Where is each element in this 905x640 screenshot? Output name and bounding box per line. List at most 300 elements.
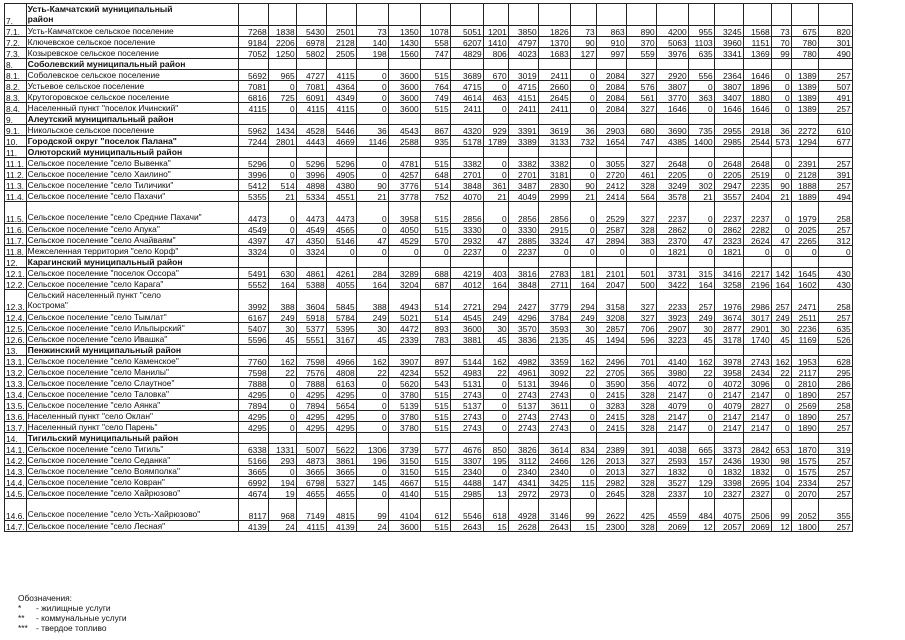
table-cell: 5355 xyxy=(238,191,268,202)
row-name-line: Сельское поселение "село Аянка" xyxy=(27,400,161,410)
table-cell: 355 xyxy=(818,499,852,521)
table-cell: 0 xyxy=(356,488,388,499)
table-cell: 3861 xyxy=(326,455,356,466)
row-name-line: Усть-Камчатское сельское поселение xyxy=(27,26,174,36)
table-cell: 2544 xyxy=(743,136,771,147)
table-cell: 4614 xyxy=(450,92,483,103)
table-cell: 1575 xyxy=(791,466,818,477)
row-name-line: Населенный пункт "село Оклан" xyxy=(27,411,153,421)
table-cell: 968 xyxy=(268,499,296,521)
table-cell: 1103 xyxy=(688,37,714,48)
table-cell: 2389 xyxy=(596,444,626,455)
table-cell: 543 xyxy=(420,378,450,389)
row-name xyxy=(26,345,238,356)
table-cell: 142 xyxy=(771,268,791,279)
table-cell: 21 xyxy=(688,191,714,202)
table-cell: 0 xyxy=(688,378,714,389)
row-name xyxy=(26,290,238,312)
table-cell: 162 xyxy=(356,356,388,367)
table-cell: 327 xyxy=(626,312,656,323)
table-cell: 0 xyxy=(570,422,596,433)
table-cell: 735 xyxy=(688,125,714,136)
table-cell: 0 xyxy=(771,246,791,257)
table-cell xyxy=(771,114,791,125)
row-name xyxy=(26,422,238,433)
table-cell: 0 xyxy=(356,81,388,92)
table-cell: 5430 xyxy=(296,26,326,37)
table-cell xyxy=(483,433,508,444)
table-cell: 2415 xyxy=(596,389,626,400)
table-cell: 0 xyxy=(771,70,791,81)
table-cell: 3570 xyxy=(508,323,538,334)
row-number: 11.1. xyxy=(5,158,27,169)
table-cell: 2743 xyxy=(538,389,570,400)
table-cell: 670 xyxy=(483,70,508,81)
table-cell: 2237 xyxy=(714,202,743,224)
table-cell xyxy=(388,345,420,356)
table-cell: 1568 xyxy=(743,26,771,37)
table-cell xyxy=(688,59,714,70)
table-cell xyxy=(771,4,791,26)
table-cell: 1930 xyxy=(743,455,771,466)
table-cell: 2236 xyxy=(791,323,818,334)
table-row xyxy=(5,389,853,400)
table-cell: 22 xyxy=(570,367,596,378)
table-cell xyxy=(818,433,852,444)
table-cell: 3923 xyxy=(656,312,688,323)
table-cell: 3425 xyxy=(538,477,570,488)
table-cell: 1888 xyxy=(791,180,818,191)
table-cell: 4139 xyxy=(238,521,268,532)
table-cell: 1870 xyxy=(791,444,818,455)
table-cell: 4898 xyxy=(296,180,326,191)
row-number: 14.4. xyxy=(6,478,25,488)
table-cell: 2915 xyxy=(538,224,570,235)
table-section-row xyxy=(5,114,853,125)
table-cell xyxy=(818,257,852,268)
table-cell xyxy=(296,345,326,356)
row-name-line: Крутогоровское сельское поселение xyxy=(27,92,170,102)
table-cell: 515 xyxy=(420,400,450,411)
row-name-line: Сельское поселение "село Тиличики" xyxy=(27,180,174,190)
table-cell: 5137 xyxy=(508,400,538,411)
table-cell: 1646 xyxy=(743,103,771,114)
row-number: 8.2. xyxy=(5,81,27,92)
table-cell: 484 xyxy=(688,499,714,521)
table-cell: 491 xyxy=(818,92,852,103)
table-cell: 0 xyxy=(268,103,296,114)
table-cell: 2196 xyxy=(743,279,771,290)
table-cell: 1832 xyxy=(656,466,688,477)
row-number: 14.7. xyxy=(6,522,25,532)
table-cell: 5146 xyxy=(326,235,356,246)
legend-item xyxy=(18,603,127,613)
table-cell: 0 xyxy=(771,466,791,477)
table-cell xyxy=(791,433,818,444)
table-cell: 2529 xyxy=(596,202,626,224)
table-cell: 2237 xyxy=(508,246,538,257)
table-cell: 3600 xyxy=(388,70,420,81)
table-cell xyxy=(626,114,656,125)
row-name-line: Тигильский муниципальный район xyxy=(27,433,179,443)
table-cell: 2856 xyxy=(508,202,538,224)
table-cell: 3780 xyxy=(388,389,420,400)
table-row xyxy=(5,521,853,532)
table-cell: 6207 xyxy=(450,37,483,48)
row-number: 14.1. xyxy=(6,445,25,455)
table-cell: 0 xyxy=(483,202,508,224)
table-cell: 5137 xyxy=(450,400,483,411)
table-cell: 4140 xyxy=(388,488,420,499)
table-cell: 4715 xyxy=(508,81,538,92)
table-cell: 3527 xyxy=(656,477,688,488)
table-cell: 0 xyxy=(771,224,791,235)
table-cell: 5620 xyxy=(388,378,420,389)
table-cell: 463 xyxy=(483,92,508,103)
table-cell: 1434 xyxy=(268,125,296,136)
row-name xyxy=(26,466,238,477)
table-cell: 4983 xyxy=(450,367,483,378)
table-cell: 7894 xyxy=(296,400,326,411)
legend-mark: *** xyxy=(18,623,28,633)
table-cell: 0 xyxy=(268,400,296,411)
table-cell: 0 xyxy=(268,81,296,92)
table-cell: 3665 xyxy=(238,466,268,477)
table-cell: 12 xyxy=(771,521,791,532)
row-name-line: Сельское поселение "село Апука" xyxy=(27,224,160,234)
table-cell: 15 xyxy=(570,521,596,532)
table-cell: 2147 xyxy=(714,389,743,400)
table-cell: 126 xyxy=(570,455,596,466)
table-cell: 929 xyxy=(483,125,508,136)
table-row xyxy=(5,422,853,433)
table-cell: 164 xyxy=(483,279,508,290)
table-row xyxy=(5,26,853,37)
table-cell: 5546 xyxy=(450,499,483,521)
table-cell xyxy=(508,59,538,70)
table-cell: 5407 xyxy=(238,323,268,334)
table-cell: 2985 xyxy=(714,136,743,147)
table-cell: 361 xyxy=(483,180,508,191)
table-cell: 258 xyxy=(818,400,852,411)
table-cell: 3779 xyxy=(538,290,570,312)
table-row xyxy=(5,92,853,103)
table-cell: 5412 xyxy=(238,180,268,191)
table-cell: 2057 xyxy=(714,521,743,532)
table-row xyxy=(5,70,853,81)
table-cell: 1389 xyxy=(791,70,818,81)
row-number: 13.5. xyxy=(6,401,25,411)
table-cell: 1370 xyxy=(538,37,570,48)
row-name xyxy=(26,279,238,290)
table-cell: 0 xyxy=(771,103,791,114)
table-cell: 2648 xyxy=(656,158,688,169)
table-cell: 2300 xyxy=(596,521,626,532)
table-cell: 2705 xyxy=(596,367,626,378)
table-row xyxy=(5,268,853,279)
table-row xyxy=(5,477,853,488)
row-number: 12.6. xyxy=(6,335,25,345)
table-cell: 21 xyxy=(771,191,791,202)
table-cell: 3992 xyxy=(238,290,268,312)
table-cell: 327 xyxy=(626,455,656,466)
row-name xyxy=(26,488,238,499)
table-cell xyxy=(714,433,743,444)
table-cell xyxy=(356,257,388,268)
row-number: 8. xyxy=(5,59,27,70)
table-cell: 0 xyxy=(356,169,388,180)
table-cell: 897 xyxy=(420,356,450,367)
table-row xyxy=(5,279,853,290)
table-cell xyxy=(743,433,771,444)
table-cell xyxy=(388,257,420,268)
table-cell: 4545 xyxy=(450,312,483,323)
table-cell: 2810 xyxy=(791,378,818,389)
table-cell: 461 xyxy=(626,169,656,180)
table-cell: 0 xyxy=(268,158,296,169)
table-cell: 4982 xyxy=(508,356,538,367)
table-cell: 21 xyxy=(570,191,596,202)
row-number: 12.3. xyxy=(5,290,27,312)
row-name xyxy=(26,103,238,114)
table-cell: 4966 xyxy=(326,356,356,367)
table-row xyxy=(5,400,853,411)
table-cell: 2237 xyxy=(743,202,771,224)
table-cell: 630 xyxy=(268,268,296,279)
table-cell: 30 xyxy=(268,323,296,334)
table-cell: 749 xyxy=(420,92,450,103)
table-cell: 4295 xyxy=(326,422,356,433)
table-cell xyxy=(450,59,483,70)
table-cell xyxy=(714,59,743,70)
table-cell: 2955 xyxy=(714,125,743,136)
table-cell: 257 xyxy=(818,389,852,400)
table-cell: 653 xyxy=(771,444,791,455)
row-name-line: район xyxy=(27,14,54,24)
table-cell: 515 xyxy=(420,422,450,433)
table-cell: 1646 xyxy=(714,103,743,114)
table-cell: 196 xyxy=(356,455,388,466)
table-cell: 7081 xyxy=(296,81,326,92)
table-cell xyxy=(326,4,356,26)
table-cell: 45 xyxy=(570,334,596,345)
table-cell: 327 xyxy=(626,70,656,81)
table-cell: 99 xyxy=(570,499,596,521)
table-cell xyxy=(356,4,388,26)
table-cell: 500 xyxy=(626,279,656,290)
table-cell xyxy=(818,4,852,26)
table-cell: 3389 xyxy=(508,136,538,147)
table-cell xyxy=(483,257,508,268)
table-cell: 10 xyxy=(688,488,714,499)
table-cell: 635 xyxy=(688,48,714,59)
table-cell xyxy=(326,433,356,444)
table-cell: 2411 xyxy=(508,103,538,114)
table-cell xyxy=(596,345,626,356)
table-cell: 164 xyxy=(688,279,714,290)
table-cell: 1646 xyxy=(743,70,771,81)
row-number: 14.6. xyxy=(5,499,27,521)
table-cell: 2830 xyxy=(538,180,570,191)
table-cell: 612 xyxy=(420,499,450,521)
table-cell: 4151 xyxy=(508,92,538,103)
table-cell: 47 xyxy=(771,235,791,246)
table-cell: 2587 xyxy=(596,224,626,235)
table-cell xyxy=(450,114,483,125)
table-cell: 514 xyxy=(420,312,450,323)
table-cell xyxy=(483,345,508,356)
table-cell: 677 xyxy=(818,136,852,147)
table-cell: 2496 xyxy=(596,356,626,367)
table-cell: 1896 xyxy=(743,81,771,92)
table-cell: 327 xyxy=(626,466,656,477)
table-row xyxy=(5,103,853,114)
table-cell: 45 xyxy=(688,334,714,345)
table-cell: 2624 xyxy=(743,235,771,246)
table-cell xyxy=(420,257,450,268)
table-cell: 1294 xyxy=(791,136,818,147)
table-cell: 935 xyxy=(420,136,450,147)
table-cell: 4295 xyxy=(296,422,326,433)
table-cell: 5139 xyxy=(388,400,420,411)
table-cell: 327 xyxy=(626,202,656,224)
table-cell xyxy=(688,433,714,444)
table-cell: 747 xyxy=(626,136,656,147)
table-cell: 3150 xyxy=(388,455,420,466)
row-name xyxy=(26,400,238,411)
table-cell: 249 xyxy=(771,312,791,323)
table-cell: 4473 xyxy=(326,202,356,224)
table-cell xyxy=(743,257,771,268)
row-number: 9. xyxy=(5,114,27,125)
table-row xyxy=(5,290,853,312)
table-cell: 3245 xyxy=(714,26,743,37)
row-name-line: Сельское поселение "село Хаилино" xyxy=(27,169,171,179)
table-cell: 3850 xyxy=(508,26,538,37)
table-cell: 2466 xyxy=(538,455,570,466)
table-cell: 3359 xyxy=(538,356,570,367)
table-cell: 2147 xyxy=(656,411,688,422)
row-name-line: Сельское поселение "поселок Оссора" xyxy=(27,268,179,278)
table-cell: 2013 xyxy=(596,455,626,466)
row-name xyxy=(26,477,238,488)
table-cell: 319 xyxy=(818,444,852,455)
table-cell: 195 xyxy=(483,455,508,466)
table-row xyxy=(5,169,853,180)
table-cell: 2903 xyxy=(596,125,626,136)
table-cell: 5327 xyxy=(326,477,356,488)
table-cell: 3249 xyxy=(656,180,688,191)
table-cell: 1800 xyxy=(791,521,818,532)
table-cell: 430 xyxy=(818,268,852,279)
table-cell: 328 xyxy=(626,180,656,191)
table-cell xyxy=(538,147,570,158)
data-table-container xyxy=(4,3,853,532)
table-cell xyxy=(268,147,296,158)
table-cell: 3770 xyxy=(656,92,688,103)
table-cell: 2237 xyxy=(656,202,688,224)
table-cell: 3958 xyxy=(388,202,420,224)
table-cell: 558 xyxy=(420,37,450,48)
table-cell: 2084 xyxy=(596,103,626,114)
table-cell: 3487 xyxy=(508,180,538,191)
table-cell: 3382 xyxy=(450,158,483,169)
table-cell: 162 xyxy=(483,356,508,367)
table-cell: 7268 xyxy=(238,26,268,37)
row-name-line: Соболевское сельское поселение xyxy=(27,70,160,80)
table-cell: 5962 xyxy=(238,125,268,136)
table-cell: 403 xyxy=(483,268,508,279)
table-cell: 4551 xyxy=(326,191,356,202)
table-cell: 2070 xyxy=(791,488,818,499)
table-cell: 3978 xyxy=(714,356,743,367)
row-number: 12.4. xyxy=(6,313,25,323)
table-cell: 4364 xyxy=(326,81,356,92)
table-cell: 30 xyxy=(688,323,714,334)
table-cell: 4543 xyxy=(388,125,420,136)
table-cell: 4727 xyxy=(296,70,326,81)
table-cell xyxy=(420,59,450,70)
table-cell: 0 xyxy=(570,169,596,180)
legend-text: - коммунальные услуги xyxy=(36,613,127,623)
table-cell: 648 xyxy=(420,169,450,180)
table-cell: 3167 xyxy=(326,334,356,345)
table-cell xyxy=(771,433,791,444)
table-cell: 4140 xyxy=(656,356,688,367)
table-row xyxy=(5,191,853,202)
table-cell: 2721 xyxy=(450,290,483,312)
row-number: 8.1. xyxy=(5,70,27,81)
table-cell xyxy=(743,147,771,158)
table-cell: 356 xyxy=(626,378,656,389)
table-cell: 3341 xyxy=(714,48,743,59)
table-cell xyxy=(596,59,626,70)
table-cell: 867 xyxy=(420,125,450,136)
table-cell: 2877 xyxy=(714,323,743,334)
table-cell: 5446 xyxy=(326,125,356,136)
table-cell: 2862 xyxy=(656,224,688,235)
table-cell xyxy=(356,147,388,158)
table-cell: 780 xyxy=(791,48,818,59)
table-cell: 3146 xyxy=(538,499,570,521)
table-cell: 0 xyxy=(570,466,596,477)
row-name-line: Населенный пункт "поселок Ичинский" xyxy=(27,103,179,113)
table-cell xyxy=(356,114,388,125)
row-number: 7.2. xyxy=(5,37,27,48)
table-cell: 365 xyxy=(626,367,656,378)
table-cell: 2069 xyxy=(656,521,688,532)
table-cell: 4295 xyxy=(296,389,326,400)
table-cell: 2743 xyxy=(508,389,538,400)
table-cell: 286 xyxy=(818,378,852,389)
row-number: 7. xyxy=(5,4,27,26)
row-name-line: Сельское поселение "село Пахачи" xyxy=(27,191,166,201)
table-cell xyxy=(356,345,388,356)
table-cell: 2982 xyxy=(596,477,626,488)
row-name-line: Сельское поселение "село Таловка" xyxy=(27,389,169,399)
table-cell: 3665 xyxy=(326,466,356,477)
table-row xyxy=(5,37,853,48)
row-name-line: Межселенная территория "село Корф" xyxy=(27,246,179,256)
table-cell: 752 xyxy=(420,191,450,202)
table-cell: 3112 xyxy=(508,455,538,466)
table-cell: 90 xyxy=(356,180,388,191)
table-cell: 1389 xyxy=(791,81,818,92)
table-cell: 3976 xyxy=(656,48,688,59)
table-cell: 425 xyxy=(626,499,656,521)
table-cell: 2147 xyxy=(714,422,743,433)
table-cell: 0 xyxy=(771,202,791,224)
